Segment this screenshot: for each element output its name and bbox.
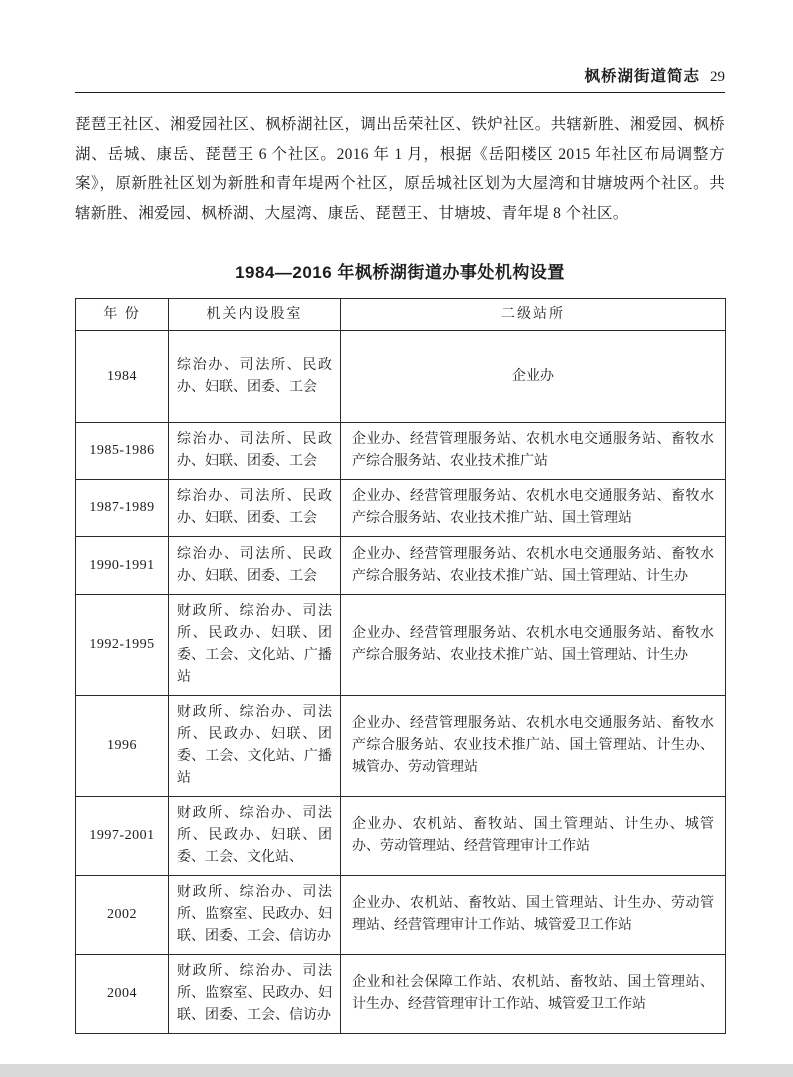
offices-cell: 财政所、综治办、司法所、监察室、民政办、妇联、团委、工会、信访办 bbox=[169, 955, 341, 1034]
table-row bbox=[76, 955, 726, 1034]
offices-cell: 综治办、司法所、民政办、妇联、团委、工会 bbox=[169, 423, 341, 480]
offices-cell: 财政所、综治办、司法所、民政办、妇联、团委、工会、文化站、广播站 bbox=[169, 595, 341, 696]
year-cell: 1992-1995 bbox=[76, 595, 169, 696]
stations-cell: 企业办 bbox=[341, 331, 726, 423]
table-row bbox=[76, 331, 726, 423]
stations-cell: 企业和社会保障工作站、农机站、畜牧站、国土管理站、计生办、经营管理审计工作站、城管爱卫工作站 bbox=[341, 955, 726, 1034]
body-paragraph: 琵琶王社区、湘爱园社区、枫桥湖社区，调出岳荣社区、铁炉社区。共辖新胜、湘爱园、枫桥湖、岳城、康岳、琵琶王 6 个社区。2016 年 1 月，根据《岳阳楼区 2015 年社区布局调整方案》，原新胜社区划为新胜和青年堤两个社区，原岳城社区划为大屋湾和甘塘坡两个社区。共辖新胜、湘爱园、枫桥湖、大屋湾、康岳、琵琶王、甘塘坡、青年堤 8 个社区。 bbox=[75, 116, 725, 222]
running-header-line bbox=[75, 64, 725, 86]
col-header-year: 年 份 bbox=[76, 299, 169, 331]
offices-cell: 综治办、司法所、民政办、妇联、团委、工会 bbox=[169, 537, 341, 595]
table-header-row bbox=[76, 299, 726, 331]
table-row bbox=[76, 876, 726, 955]
year-cell: 1996 bbox=[76, 696, 169, 797]
running-title: 枫桥湖街道简志 bbox=[584, 68, 700, 85]
col-header-stations: 二级站所 bbox=[341, 299, 726, 331]
year-cell: 2002 bbox=[76, 876, 169, 955]
page-header bbox=[75, 64, 725, 93]
table-row bbox=[76, 423, 726, 480]
scan-edge-shade bbox=[0, 1064, 793, 1077]
stations-cell: 企业办、经营管理服务站、农机水电交通服务站、畜牧水产综合服务站、农业技术推广站、国土管理站、计生办 bbox=[341, 537, 726, 595]
table-row bbox=[76, 480, 726, 537]
year-cell: 1997-2001 bbox=[76, 797, 169, 876]
col-header-offices: 机关内设股室 bbox=[169, 299, 341, 331]
stations-cell: 企业办、经营管理服务站、农机水电交通服务站、畜牧水产综合服务站、农业技术推广站、国土管理站 bbox=[341, 480, 726, 537]
stations-cell: 企业办、经营管理服务站、农机水电交通服务站、畜牧水产综合服务站、农业技术推广站、国土管理站、计生办 bbox=[341, 595, 726, 696]
table-row bbox=[76, 595, 726, 696]
table-title: 1984—2016 年枫桥湖街道办事处机构设置 bbox=[235, 263, 565, 282]
offices-cell: 财政所、综治办、司法所、民政办、妇联、团委、工会、文化站、 bbox=[169, 797, 341, 876]
year-cell: 1990-1991 bbox=[76, 537, 169, 595]
table-row bbox=[76, 797, 726, 876]
year-cell: 1987-1989 bbox=[76, 480, 169, 537]
year-cell: 2004 bbox=[76, 955, 169, 1034]
year-cell: 1984 bbox=[76, 331, 169, 423]
stations-cell: 企业办、经营管理服务站、农机水电交通服务站、畜牧水产综合服务站、农业技术推广站、国土管理站、计生办、城管办、劳动管理站 bbox=[341, 696, 726, 797]
table-row bbox=[76, 537, 726, 595]
page-number: 29 bbox=[710, 69, 725, 85]
table-row bbox=[76, 696, 726, 797]
offices-cell: 综治办、司法所、民政办、妇联、团委、工会 bbox=[169, 480, 341, 537]
header-rule bbox=[75, 92, 725, 93]
offices-cell: 综治办、司法所、民政办、妇联、团委、工会 bbox=[169, 331, 341, 423]
stations-cell: 企业办、农机站、畜牧站、国土管理站、计生办、城管办、劳动管理站、经营管理审计工作站 bbox=[341, 797, 726, 876]
offices-cell: 财政所、综治办、司法所、民政办、妇联、团委、工会、文化站、广播站 bbox=[169, 696, 341, 797]
year-cell: 1985-1986 bbox=[76, 423, 169, 480]
stations-cell: 企业办、经营管理服务站、农机水电交通服务站、畜牧水产综合服务站、农业技术推广站 bbox=[341, 423, 726, 480]
offices-cell: 财政所、综治办、司法所、监察室、民政办、妇联、团委、工会、信访办 bbox=[169, 876, 341, 955]
org-structure-table bbox=[75, 298, 726, 1034]
stations-cell: 企业办、农机站、畜牧站、国土管理站、计生办、劳动管理站、经营管理审计工作站、城管爱卫工作站 bbox=[341, 876, 726, 955]
